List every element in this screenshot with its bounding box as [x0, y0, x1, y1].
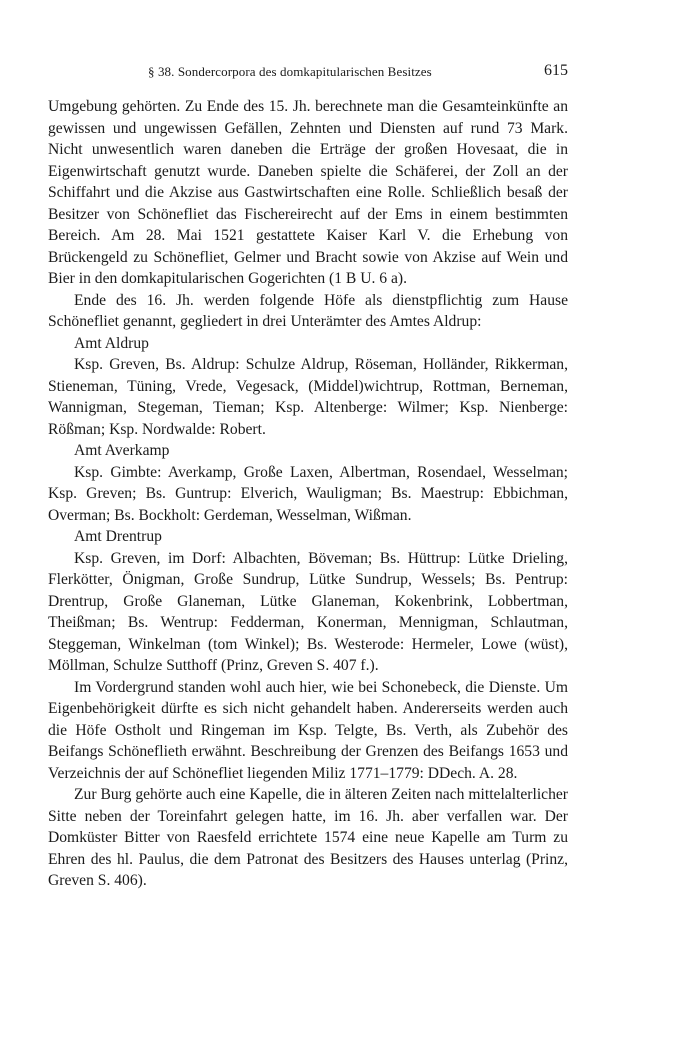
paragraph: Ksp. Greven, im Dorf: Albachten, Böveman; Bs. Hüttrup: Lütke Drieling, Flerkötter, Önigman, Große Sundrup, Lütke Sundrup, Wessels; Bs. Pentrup: Drentrup, Große Glaneman, Lütke Glaneman, Kokenbrink, Lobbertman, Theißman; Bs. Wentrup: Fedderman, Konerman, Mennigman, Schlautman, Steggeman, Winkelman (tom Winkel); Bs. Westerode: Hermeler, Lowe (wüst), Möllman, Schulze Sutthoff (Prinz, Greven S. 407 f.). [48, 549, 568, 674]
body-text [48, 96, 568, 892]
paragraph: Umgebung gehörten. Zu Ende des 15. Jh. berechnete man die Gesamteinkünfte an gewissen und ungewissen Gefällen, Zehnten und Diensten auf rund 73 Mark. Nicht unwesentlich waren daneben die Erträge der großen Hovesaat, die in Eigenwirtschaft genutzt wurde. Daneben spielte die Schäferei, der Zoll an der Schiffahrt und die Akzise aus Gastwirtschaften eine Rolle. Schließlich besaß der Besitzer von Schönefliet das Fischereirecht auf der Ems in einem bestimmten Bereich. Am 28. Mai 1521 gestattete Kaiser Karl V. die Erhebung von Brückengeld zu Schönefliet, Gelmer und Bracht sowie von Akzise auf Wein und Bier in den domkapitularischen Gogerichten (1 B U. 6 a). [48, 98, 568, 287]
section-heading-amt-averkamp: Amt Averkamp [74, 442, 170, 459]
section-heading-amt-drentrup: Amt Drentrup [74, 528, 162, 545]
running-head [48, 62, 568, 84]
page-number: 615 [544, 62, 568, 79]
paragraph: Im Vordergrund standen wohl auch hier, wie bei Schonebeck, die Dienste. Um Eigenbehörigkeit dürfte es sich nicht gehandelt haben. Andererseits werden auch die Höfe Ostholt und Ringeman im Ksp. Telgte, Bs. Verth, als Zubehör des Beifangs Schönefliеth erwähnt. Beschreibung der Grenzen des Beifangs 1653 und Verzeichnis der auf Schönefliet liegenden Miliz 1771–1779: DDech. A. 28. [48, 678, 568, 782]
document-page [48, 62, 568, 892]
paragraph: Ksp. Greven, Bs. Aldrup: Schulze Aldrup, Röseman, Holländer, Rikkerman, Stieneman, Tüning, Vrede, Vegesack, (Middel)wichtrup, Rottman, Berneman, Wannigman, Stegeman, Tieman; Ksp. Altenberge: Wilmer; Ksp. Nienberge: Rößman; Ksp. Nordwalde: Robert. [48, 356, 568, 438]
running-title: § 38. Sondercorpora des domkapitularischen Besitzes [148, 64, 432, 79]
paragraph: Zur Burg gehörte auch eine Kapelle, die in älteren Zeiten nach mittelalterlicher Sitte neben der Toreinfahrt gelegen hatte, im 16. Jh. aber verfallen war. Der Domküster Bitter von Raesfeld errichtete 1574 eine neue Kapelle am Turm zu Ehren des hl. Paulus, die dem Patronat des Besitzers des Hauses unterlag (Prinz, Greven S. 406). [48, 786, 568, 889]
paragraph: Ksp. Gimbte: Averkamp, Große Laxen, Albertman, Rosendael, Wesselman; Ksp. Greven; Bs. Guntrup: Elverich, Wauligman; Bs. Maestrup: Ebbichman, Overman; Bs. Bockholt: Gerdeman, Wesselman, Wißman. [48, 463, 568, 524]
section-heading-amt-aldrup: Amt Aldrup [74, 334, 149, 352]
paragraph: Ende des 16. Jh. werden folgende Höfe als dienstpflichtig zum Hause Schönefliet genannt, gegliedert in drei Unterämter des Amtes Aldrup: [48, 291, 568, 330]
